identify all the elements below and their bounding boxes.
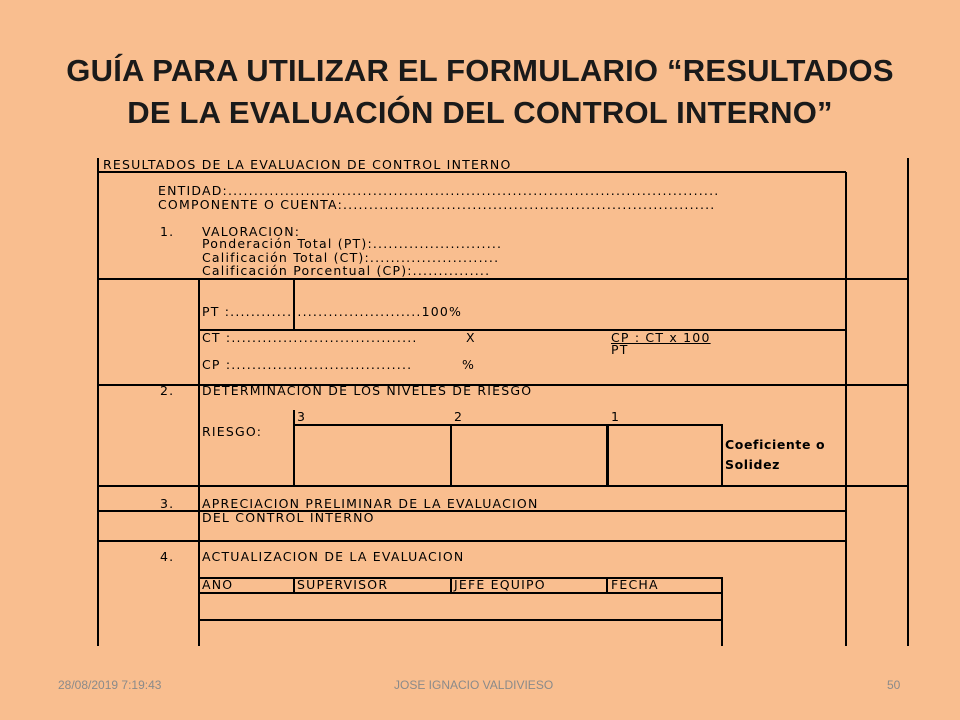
table-header-fecha: FECHA [611,577,659,592]
risk-scale-line [293,424,722,426]
section-3-number: 3. [160,496,175,511]
risk-col-line-2 [450,424,452,485]
section-4-number: 4. [160,549,175,564]
risk-level-1: 1 [611,409,621,424]
ct-formula: CT :.................................... [202,330,418,345]
risk-col-line-3 [606,424,609,485]
table-right-line [721,577,723,646]
footer-datetime: 28/08/2019 7:19:43 [58,678,162,692]
riesgo-label: RIESGO: [202,424,263,439]
cp-line: Calificación Porcentual (CP):............... [202,263,491,278]
table-col-line-3 [606,577,608,593]
footer-author: JOSE IGNACIO VALDIVIESO [394,678,554,692]
percent-label: % [462,357,476,372]
title-line-1: GUÍA PARA UTILIZAR EL FORMULARIO “RESULTADOS [66,53,894,88]
x-label: X [466,330,476,345]
risk-level-2: 2 [454,409,464,424]
valoracion-bottom-line [97,278,908,280]
table-header-supervisor: SUPERVISOR [297,577,389,592]
formula-denominator: PT [611,342,629,357]
table-row-line [198,619,722,621]
table-header-ano: AÑO [202,577,234,592]
section-2-number: 2. [160,383,175,398]
solidez-label: Solidez [725,457,781,472]
riesgo-bottom-line [97,485,908,487]
table-header-line [198,592,722,594]
form-right-border [845,172,847,646]
ct-line: Calificación Total (CT):......................... [202,250,500,265]
risk-col-line-4 [721,424,723,485]
actualizacion-top-line [97,540,846,542]
pt-formula: PT :.....................................100% [202,304,463,319]
section-divider-line [198,278,200,646]
table-header-jefe-equipo: JEFE EQUIPO [454,577,546,592]
section-2-title: DETERMINACION DE LOS NIVELES DE RIESGO [202,383,533,398]
section-4-title: ACTUALIZACION DE LA EVALUACION [202,549,465,564]
section-3-title-line-1: APRECIACION PRELIMINAR DE LA EVALUACION [202,496,539,511]
coeficiente-label: Coeficiente o [725,437,826,452]
risk-level-3: 3 [297,409,307,424]
footer-page-number: 50 [887,678,901,692]
componente-field: COMPONENTE O CUENTA:........................................................................ [158,197,716,212]
table-col-line-1 [293,577,295,593]
title-line-2: DE LA EVALUACIÓN DEL CONTROL INTERNO” [127,95,833,130]
section-3-title-line-2: DEL CONTROL INTERNO [202,510,375,525]
entidad-field: ENTIDAD:............................................................................................... [158,183,720,198]
section-1-number: 1. [160,224,175,239]
table-col-line-2 [450,577,452,593]
form-header: RESULTADOS DE LA EVALUACION DE CONTROL INTERNO [103,157,512,172]
form-outer-right-border [907,158,909,646]
section-1-title: VALORACION: [202,224,301,239]
pt-line: Ponderación Total (PT):......................... [202,236,503,251]
risk-col-line-1 [293,410,295,485]
formula-numerator: CP : CT x 100 [611,330,711,345]
form-left-border [97,158,99,646]
cp-formula: CP :................................... [202,357,413,372]
